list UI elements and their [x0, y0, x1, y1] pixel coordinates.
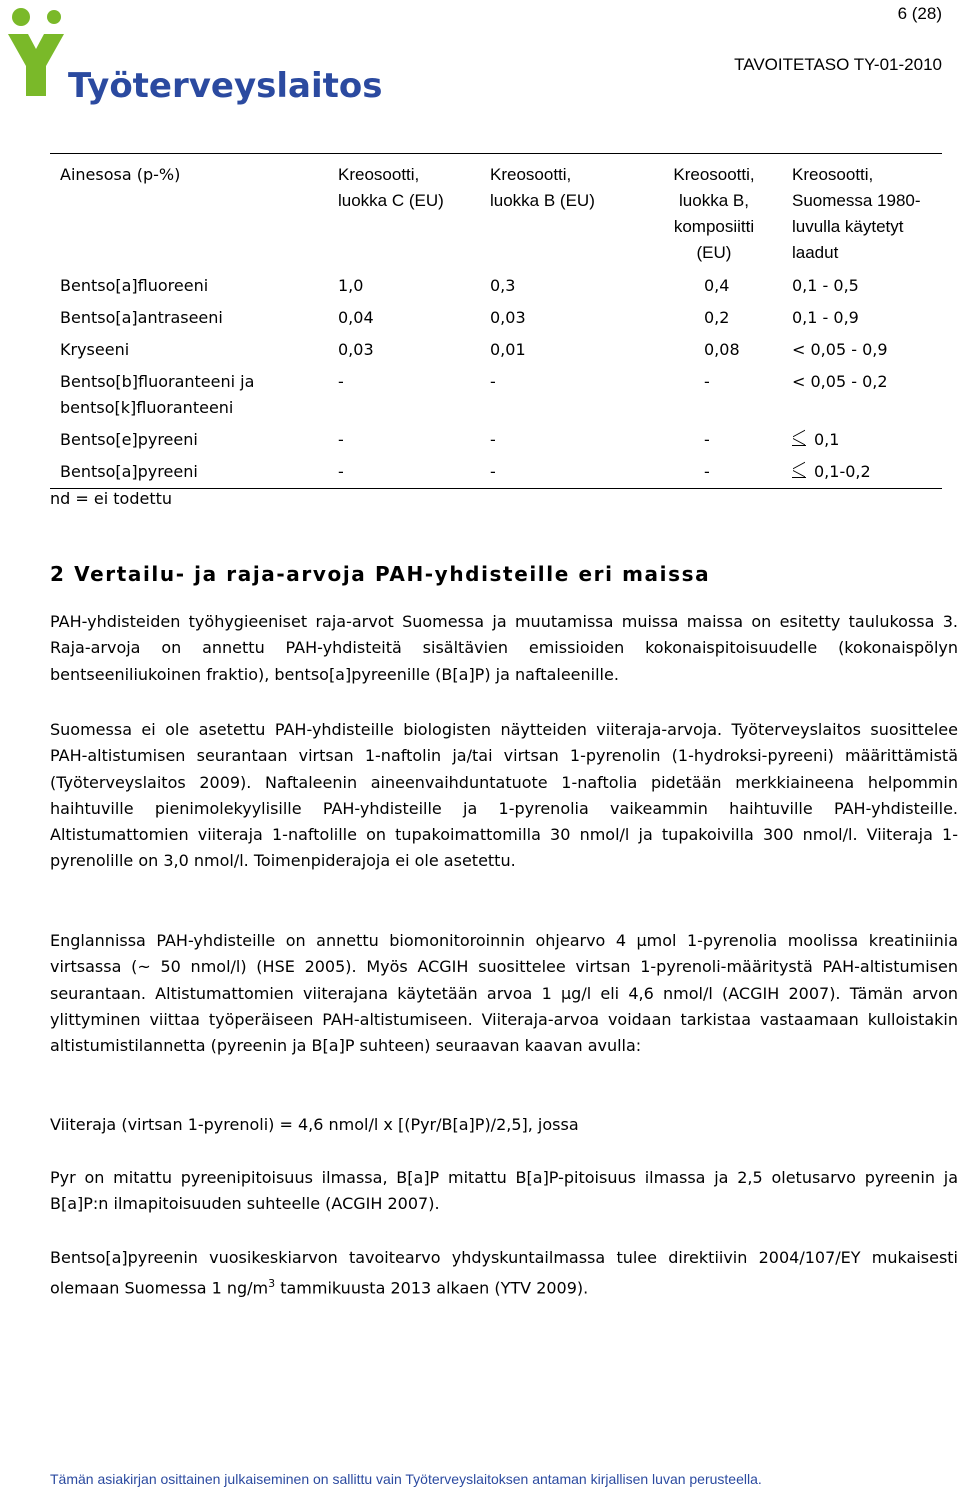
less-or-equal-icon [792, 433, 806, 446]
table-cell: - [338, 430, 344, 449]
table-cell: Kryseeni [60, 340, 130, 359]
section-heading: 2 Vertailu- ja raja-arvoja PAH-yhdisteille eri maissa [50, 562, 711, 586]
table-row [50, 456, 942, 489]
table-cell: 0,4 [704, 276, 730, 295]
table-cell: 0,1 [772, 424, 942, 456]
table-cell: Bentso[b]fluoranteeni ja bentso[k]fluoranteeni [60, 372, 255, 417]
table-cell: - [330, 456, 482, 489]
table-row [50, 334, 942, 366]
table-cell: Bentso[a]fluoreeni [60, 276, 209, 295]
paragraph: Pyr on mitattu pyreenipitoisuus ilmassa, B[a]P mitattu B[a]P-pitoisuus ilmassa ja 2,5 oletusarvo pyreenin ja B[a]P:n ilmapitoisuuden suhteelle (ACGIH 2007). [50, 1168, 958, 1214]
less-or-equal-icon [792, 465, 806, 478]
table-cell: - [642, 456, 772, 489]
logo-wordmark: Työterveyslaitos [68, 66, 383, 106]
table-cell: 1,0 [338, 276, 364, 295]
table-row [50, 270, 942, 302]
table-cell: Bentso[a]pyreeni [50, 456, 330, 489]
paragraph: Bentso[a]pyreenin vuosikeskiarvon tavoitearvo yhdyskuntailmassa tulee direktiivin 2004/107/EY mukaisesti olemaan Suomessa 1 $ng/m^3$ tammikuusta 2013 alkaen (YTV 2009). [50, 1248, 958, 1298]
table-row [50, 302, 942, 334]
table-cell: 0,08 [704, 340, 740, 359]
column-header: Kreosootti, luokka B (EU) [482, 154, 642, 271]
column-header: Kreosootti, Suomessa 1980-luvulla käytetyt laadut [772, 154, 942, 271]
footer-notice: Tämän asiakirjan osittainen julkaiseminen on sallittu vain Työterveyslaitoksen antaman kirjallisen luvan perusteella. [50, 1471, 762, 1487]
pah-content-table [50, 153, 942, 489]
table-cell: - [704, 372, 710, 391]
table-cell: - [490, 372, 496, 391]
table-row [50, 424, 942, 456]
table-cell: 0,1 - 0,5 [792, 276, 859, 295]
table-cell: < 0,05 - 0,2 [792, 372, 888, 391]
paragraph: PAH-yhdisteiden työhygieeniset raja-arvot Suomessa ja muutamissa muissa maissa on esitetty taulukossa 3. Raja-arvoja on annettu PAH-yhdisteitä sisältävien emissioiden kokonaispitoisuudelle (kokonaispölyn bentseeniliukoinen fraktio), bentso[a]pyreenille (B[a]P) ja naftaleenille. [50, 612, 958, 684]
table-cell: 0,1-0,2 [772, 456, 942, 489]
table-cell: Bentso[a]antraseeni [60, 308, 223, 327]
table-cell: - [490, 430, 496, 449]
table-cell: Bentso[e]pyreeni [60, 430, 198, 449]
document-code: TAVOITETASO TY-01-2010 [734, 55, 942, 74]
table-header-row [50, 154, 942, 271]
logo [6, 4, 383, 112]
table-cell: 0,1 - 0,9 [792, 308, 859, 327]
page-number: 6 (28) [897, 4, 942, 23]
table-cell: 0,2 [704, 308, 730, 327]
table-cell: < 0,05 - 0,9 [792, 340, 888, 359]
table-cell: - [338, 372, 344, 391]
column-header: Kreosootti, luokka B, komposiitti (EU) [642, 154, 772, 271]
table-cell: 0,01 [490, 340, 526, 359]
table-note: nd = ei todettu [50, 489, 172, 508]
column-header: Ainesosa (p-%) [50, 154, 330, 271]
formula-paragraph: Viiteraja (virtsan 1-pyrenoli) = 4,6 nmol/l x [(Pyr/B[a]P)/2,5], jossa [50, 1115, 579, 1134]
table-cell: - [704, 430, 710, 449]
table-cell: - [482, 456, 642, 489]
table-cell: 0,03 [338, 340, 374, 359]
table-row [50, 366, 942, 424]
logo-mark-icon [6, 4, 76, 104]
table-cell: 0,03 [490, 308, 526, 327]
column-header: Kreosootti, luokka C (EU) [330, 154, 482, 271]
paragraph: Suomessa ei ole asetettu PAH-yhdisteille biologisten näytteiden viiteraja-arvoja. Työterveyslaitos suosittelee PAH-altistumisen seurantaan virtsan 1-naftolin ja/tai virtsan 1-pyrenolin (1-hydroksi-pyreeni) määrittämistä (Työterveyslaitos 2009). Naftaleenin aineenvaihduntatuote 1-naftolia pidetään merkkiaineena helpommin haihtuville pienimolekyylisille PAH-yhdisteille ja 1-pyrenolia vaikeammin haihtuville PAH-yhdisteille. Altistumattomien viiteraja 1-naftolille on tupakoimattomilla 30 nmol/l ja tupakoivilla 300 nmol/l. Viiteraja 1-pyrenolille on 3,0 nmol/l. Toimenpiderajoja ei ole asetettu. [50, 720, 958, 871]
table-cell: 0,3 [490, 276, 516, 295]
table-cell: 0,04 [338, 308, 374, 327]
paragraph: Englannissa PAH-yhdisteille on annettu biomonitoroinnin ohjearvo 4 µmol 1-pyrenolia moolissa kreatiniinia virtsassa (~ 50 nmol/l) (HSE 2005). Myös ACGIH suosittelee virtsan 1-pyrenoli-määritystä PAH-altistumisen seurantaan. Altistumattomien viiterajana käytetään arvoa 1 µg/l eli 4,6 nmol/l (ACGIH 2007). Tämän arvon ylittyminen viittaa työperäiseen PAH-altistumiseen. Viiteraja-arvoa voidaan tarkistaa vastaamaan kulloistakin altistumistilannetta (pyreenin ja B[a]P suhteen) seuraavan kaavan avulla: [50, 931, 958, 1056]
